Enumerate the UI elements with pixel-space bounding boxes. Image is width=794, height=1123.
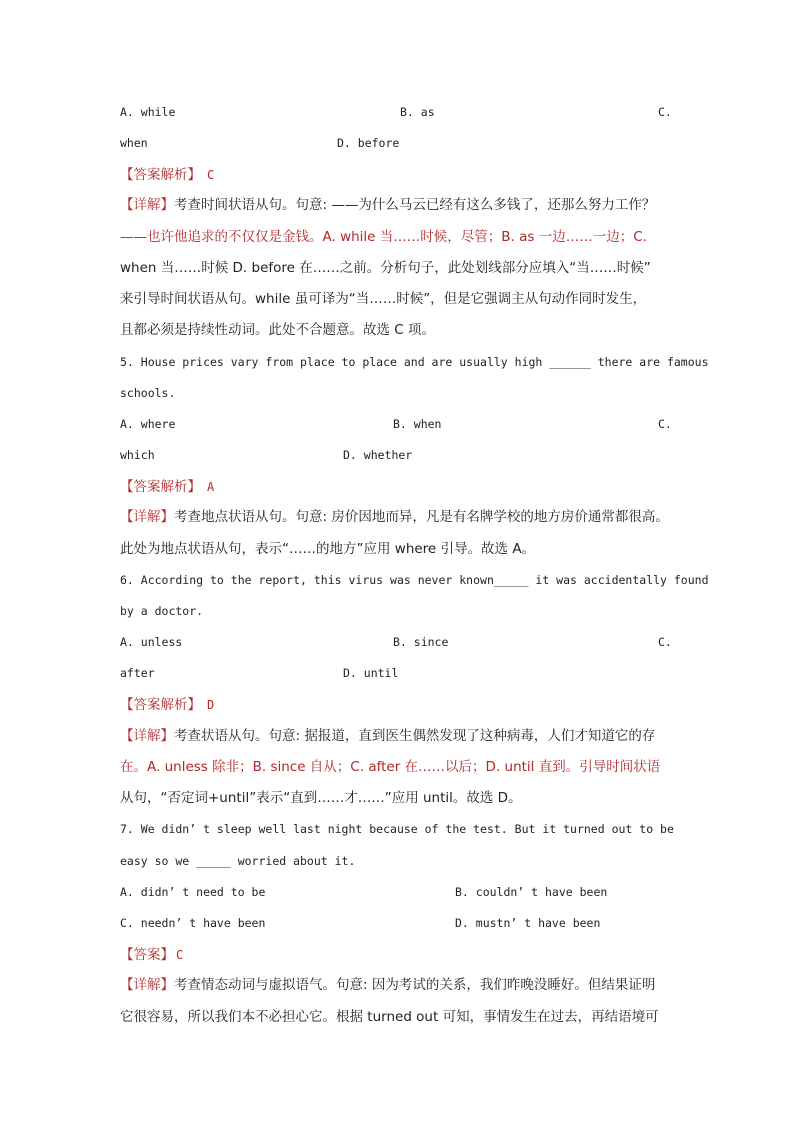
answer-tag: 【答案解析】 (120, 479, 201, 495)
q4-answer (120, 164, 214, 185)
detail-tag: 【详解】 (120, 197, 174, 213)
detail-tag: 【详解】 (120, 977, 174, 993)
q7-option-d: D. mustn’ t have been (455, 916, 601, 930)
q6-detail-line-1: 【详解】考查状语从句。句意: 据报道，直到医生偶然发现了这种病毒，人们才知道它的存 (120, 728, 656, 744)
answer-value: D (207, 698, 215, 712)
q7-detail-line-1: 【详解】考查情态动词与虚拟语气。句意: 因为考试的关系，我们昨晚没睡好。但结果证明 (120, 977, 656, 993)
answer-value: A (207, 480, 215, 494)
detail-tag: 【详解】 (120, 509, 174, 525)
q7-stem-line-2: easy so we _____ worried about it. (120, 854, 356, 868)
q6-option-c-label: C. (658, 635, 672, 649)
q7-detail-line-2: 它很容易，所以我们本不必担心它。根据 turned out 可知，事情发生在过去，再结语境可 (120, 1009, 659, 1025)
q4-detail-line-4: 来引导时间状语从句。while 虽可译为“当……时候”，但是它强调主从句动作同时发生， (120, 291, 647, 307)
q6-stem-line-2: by a doctor. (120, 604, 204, 618)
q5-option-c-label: C. (658, 417, 672, 431)
answer-tag: 【答案解析】 (120, 697, 201, 713)
q6-detail-line-3: 从句，“否定词+until”表示“直到……才……”应用 until。故选 D。 (120, 790, 522, 806)
q6-answer (120, 694, 214, 715)
q5-detail-line-2: 此处为地点状语从句，表示“……的地方”应用 where 引导。故选 A。 (120, 541, 536, 557)
q5-stem-line-2: schools. (120, 386, 176, 400)
q7-option-b: B. couldn’ t have been (455, 885, 608, 899)
q6-stem-line-1: 6. According to the report, this virus was never known_____ it was accidentally found (120, 573, 709, 587)
answer-value: C (207, 168, 215, 182)
q6-option-a: A. unless (120, 635, 183, 649)
answer-tag: 【答案】 (120, 947, 174, 963)
q6-option-c-text: after (120, 666, 155, 680)
q7-option-c: C. needn’ t have been (120, 916, 266, 930)
q4-option-d: D. before (337, 136, 400, 150)
q5-detail-line-1: 【详解】考查地点状语从句。句意: 房价因地而异，凡是有名牌学校的地方房价通常都很高。 (120, 509, 669, 525)
q7-stem-line-1: 7. We didn’ t sleep well last night because of the test. But it turned out to be (120, 822, 674, 836)
q4-option-c-label: C. (658, 105, 672, 119)
q6-option-b: B. since (393, 635, 449, 649)
q7-option-a: A. didn’ t need to be (120, 885, 266, 899)
q4-detail-line-2: ——也许他追求的不仅仅是金钱。A. while 当……时候，尽管；B. as 一边……一边；C. (120, 229, 647, 245)
q7-answer (120, 944, 183, 965)
q4-detail-line-5: 且都必须是持续性动词。此处不合题意。故选 C 项。 (120, 322, 436, 338)
q5-stem-line-1: 5. House prices vary from place to place and are usually high ______ there are famous (120, 355, 709, 369)
q4-option-a: A. while (120, 105, 176, 119)
q6-option-d: D. until (343, 666, 399, 680)
q6-detail-line-2: 在。A. unless 除非；B. since 自从；C. after 在……以后；D. until 直到。引导时间状语 (120, 759, 661, 775)
q5-option-b: B. when (393, 417, 442, 431)
q5-option-a: A. where (120, 417, 176, 431)
q5-option-c-text: which (120, 448, 155, 462)
q5-answer (120, 476, 214, 497)
answer-tag: 【答案解析】 (120, 167, 201, 183)
q4-option-c-text: when (120, 136, 148, 150)
q4-detail-line-1: 【详解】考查时间状语从句。句意: ——为什么马云已经有这么多钱了，还那么努力工作？ (120, 197, 656, 213)
answer-value: C (176, 948, 184, 962)
detail-tag: 【详解】 (120, 728, 174, 744)
q4-option-b: B. as (400, 105, 435, 119)
q4-detail-line-3: when 当……时候 D. before 在……之前。分析句子，此处划线部分应填入“当……时候” (120, 260, 651, 276)
q5-option-d: D. whether (343, 448, 413, 462)
